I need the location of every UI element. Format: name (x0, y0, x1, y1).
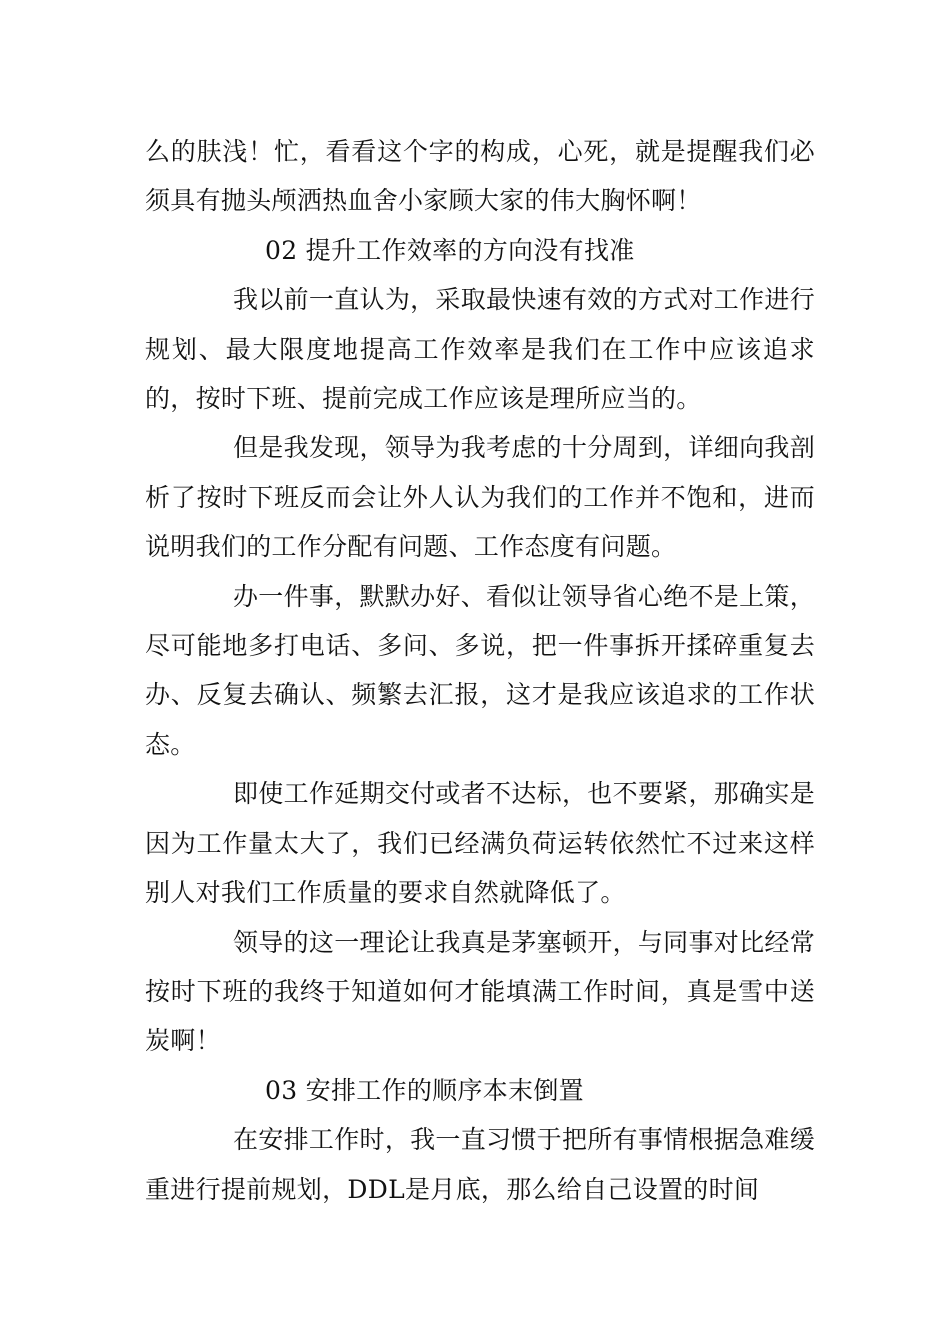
section-heading-03: 03 安排工作的顺序本末倒置 (265, 1075, 584, 1105)
paragraph: 但是我发现，领导为我考虑的十分周到，详细向我剖析了按时下班反而会让外人认为我们的工作并不饱和，进而说明我们的工作分配有问题、工作态度有问题。 (145, 433, 815, 562)
document-body (145, 127, 815, 1214)
paragraph: 在安排工作时，我一直习惯于把所有事情根据急难缓重进行提前规划，DDL是月底，那么给自己设置的时间 (145, 1125, 815, 1204)
paragraph-continued: 么的肤浅！忙，看看这个字的构成，心死，就是提醒我们必须具有抛头颅洒热血舍小家顾大家的伟大胸怀啊！ (145, 137, 815, 216)
paragraph: 即使工作延期交付或者不达标，也不要紧，那确实是因为工作量太大了，我们已经满负荷运转依然忙不过来这样别人对我们工作质量的要求自然就降低了。 (145, 779, 815, 908)
paragraph: 办一件事，默默办好、看似让领导省心绝不是上策，尽可能地多打电话、多问、多说，把一件事拆开揉碎重复去办、反复去确认、频繁去汇报，这才是我应该追求的工作状态。 (145, 581, 815, 759)
paragraph: 领导的这一理论让我真是茅塞顿开，与同事对比经常按时下班的我终于知道如何才能填满工作时间，真是雪中送炭啊！ (145, 927, 815, 1056)
paragraph: 我以前一直认为，采取最快速有效的方式对工作进行规划、最大限度地提高工作效率是我们在工作中应该追求的，按时下班、提前完成工作应该是理所应当的。 (145, 285, 815, 414)
section-heading-02: 02 提升工作效率的方向没有找准 (265, 235, 635, 265)
